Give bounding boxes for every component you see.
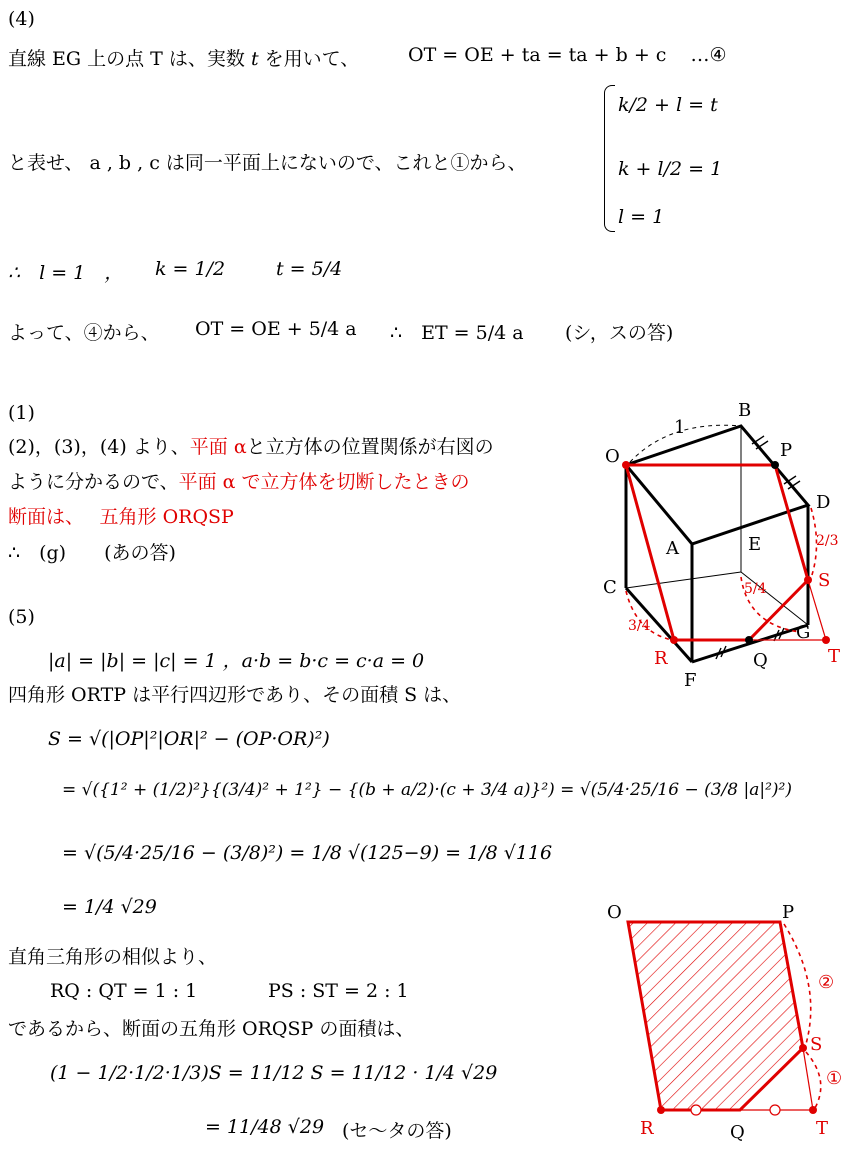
- part1-line1: [8, 432, 494, 459]
- label-3-4: 3/4: [628, 618, 651, 634]
- label-P: P: [780, 440, 793, 461]
- label-E: E: [748, 534, 762, 555]
- part4-formula-ot: [408, 44, 727, 66]
- part4-yotte: よって、④から、: [8, 322, 160, 344]
- pentagon-figure: [600, 895, 854, 1156]
- part5-label: (5): [8, 606, 35, 628]
- p-label-ratio-2: ②: [818, 972, 835, 993]
- part4-ref-4: …④: [690, 44, 727, 66]
- part1-line4: ∴ (g) (あの答): [8, 542, 176, 564]
- p-label-ratio-1: ①: [826, 1068, 843, 1089]
- pentagon-ORQSP: [628, 922, 803, 1110]
- area-eq: (1 − 1/2·1/2·1/3)S = 11/12 S = 11/12 · 1/4 √29: [50, 1062, 498, 1084]
- area-S-eq4: = 1/4 √29: [62, 896, 157, 918]
- part5-line1: |a| = |b| = |c| = 1 ，a·b = b·c = c·a = 0: [48, 650, 425, 672]
- result-t: t = 5/4: [276, 258, 343, 280]
- part4-line1: [8, 44, 359, 71]
- cube-figure: [590, 395, 854, 695]
- cube-labels: [603, 400, 840, 691]
- part1-line2-red: 平面 α で立方体を切断したときの: [178, 471, 470, 493]
- area-S-eq2: = √({1² + (1/2)²}{(3/4)² + 1²} − {(b + a/2)·(c + 3/4 a)}²) = √(5/4·25/16 − (3/8 |a|²)²): [62, 780, 792, 800]
- area-intro: であるから、断面の五角形 ORQSP の面積は、: [8, 1018, 415, 1040]
- label-Q: Q: [753, 650, 768, 671]
- area-S-eq3: = √(5/4·25/16 − (3/8)²) = 1/8 √(125−9) = 1/8 √116: [62, 842, 553, 864]
- result-k: k = 1/2: [155, 258, 226, 280]
- area-result: = 11/48 √29: [205, 1116, 325, 1138]
- part4-line1-mid: を用いて、: [264, 48, 360, 70]
- ratio-rq-qt: RQ : QT = 1 : 1: [50, 980, 198, 1002]
- part1-line2: [8, 467, 470, 494]
- label-R: R: [654, 648, 668, 669]
- p-label-Q: Q: [730, 1122, 745, 1143]
- part4-formula-ot-text: OT = OE + ta = ta + b + c: [408, 44, 667, 66]
- part1-line1-b: と立方体の位置関係が右図の: [246, 436, 494, 458]
- label-C: C: [603, 577, 617, 598]
- part1-line3: 断面は、 五角形 ORQSP: [8, 506, 234, 528]
- label-O: O: [605, 446, 620, 467]
- part1-label: (1): [8, 402, 35, 424]
- label-B: B: [738, 400, 752, 421]
- p-label-S: S: [810, 1034, 823, 1055]
- eq-et-final: ∴ ET = 5/4 a: [390, 322, 524, 344]
- p-label-T: T: [816, 1118, 829, 1139]
- label-S: S: [818, 570, 831, 591]
- part4-answer: (シ，スの答): [565, 322, 674, 344]
- label-G: G: [796, 622, 811, 643]
- label-5-4: 5/4: [744, 581, 767, 597]
- part5-line2: 四角形 ORTP は平行四辺形であり、その面積 S は、: [8, 684, 462, 706]
- part4-line1-prefix: 直線 EG 上の点 T は、実数: [8, 48, 245, 70]
- similar-line: 直角三角形の相似より、: [8, 946, 218, 968]
- area-S-eq1: S = √(|OP|²|OR|² − (OP·OR)²): [48, 728, 330, 750]
- part4-line1-t: t: [250, 48, 259, 70]
- system-eq2: k + l/2 = 1: [618, 158, 723, 180]
- eq-ot-final: OT = OE + 5/4 a: [195, 318, 357, 340]
- part5-answer: (セ～タの答): [342, 1120, 452, 1142]
- label-A: A: [666, 538, 679, 559]
- p-label-R: R: [640, 1118, 654, 1139]
- part1-line1-a: (2)，(3)，(4) より、: [8, 436, 190, 458]
- label-edge-1: 1: [674, 417, 686, 438]
- part4-line2: と表せ、 a , b , c は同一平面上にないので、これと①から、: [8, 152, 527, 174]
- label-T: T: [828, 646, 841, 667]
- ratio-ps-st: PS : ST = 2 : 1: [268, 980, 409, 1002]
- label-D: D: [816, 492, 831, 513]
- system-eq3: l = 1: [618, 206, 665, 228]
- part1-line1-red: 平面 α: [189, 436, 247, 458]
- p-label-O: O: [607, 902, 622, 923]
- system-eq1: k/2 + l = t: [618, 94, 718, 116]
- cube-edges: [626, 426, 811, 662]
- part4-label: (4): [8, 8, 35, 30]
- p-label-P: P: [782, 902, 795, 923]
- system-brace: [604, 85, 615, 232]
- result-l: ∴ l = 1 ，: [8, 262, 124, 284]
- label-2-3: 2/3: [816, 533, 839, 549]
- part1-line2-a: ように分かるので、: [8, 471, 179, 493]
- label-F: F: [684, 670, 697, 691]
